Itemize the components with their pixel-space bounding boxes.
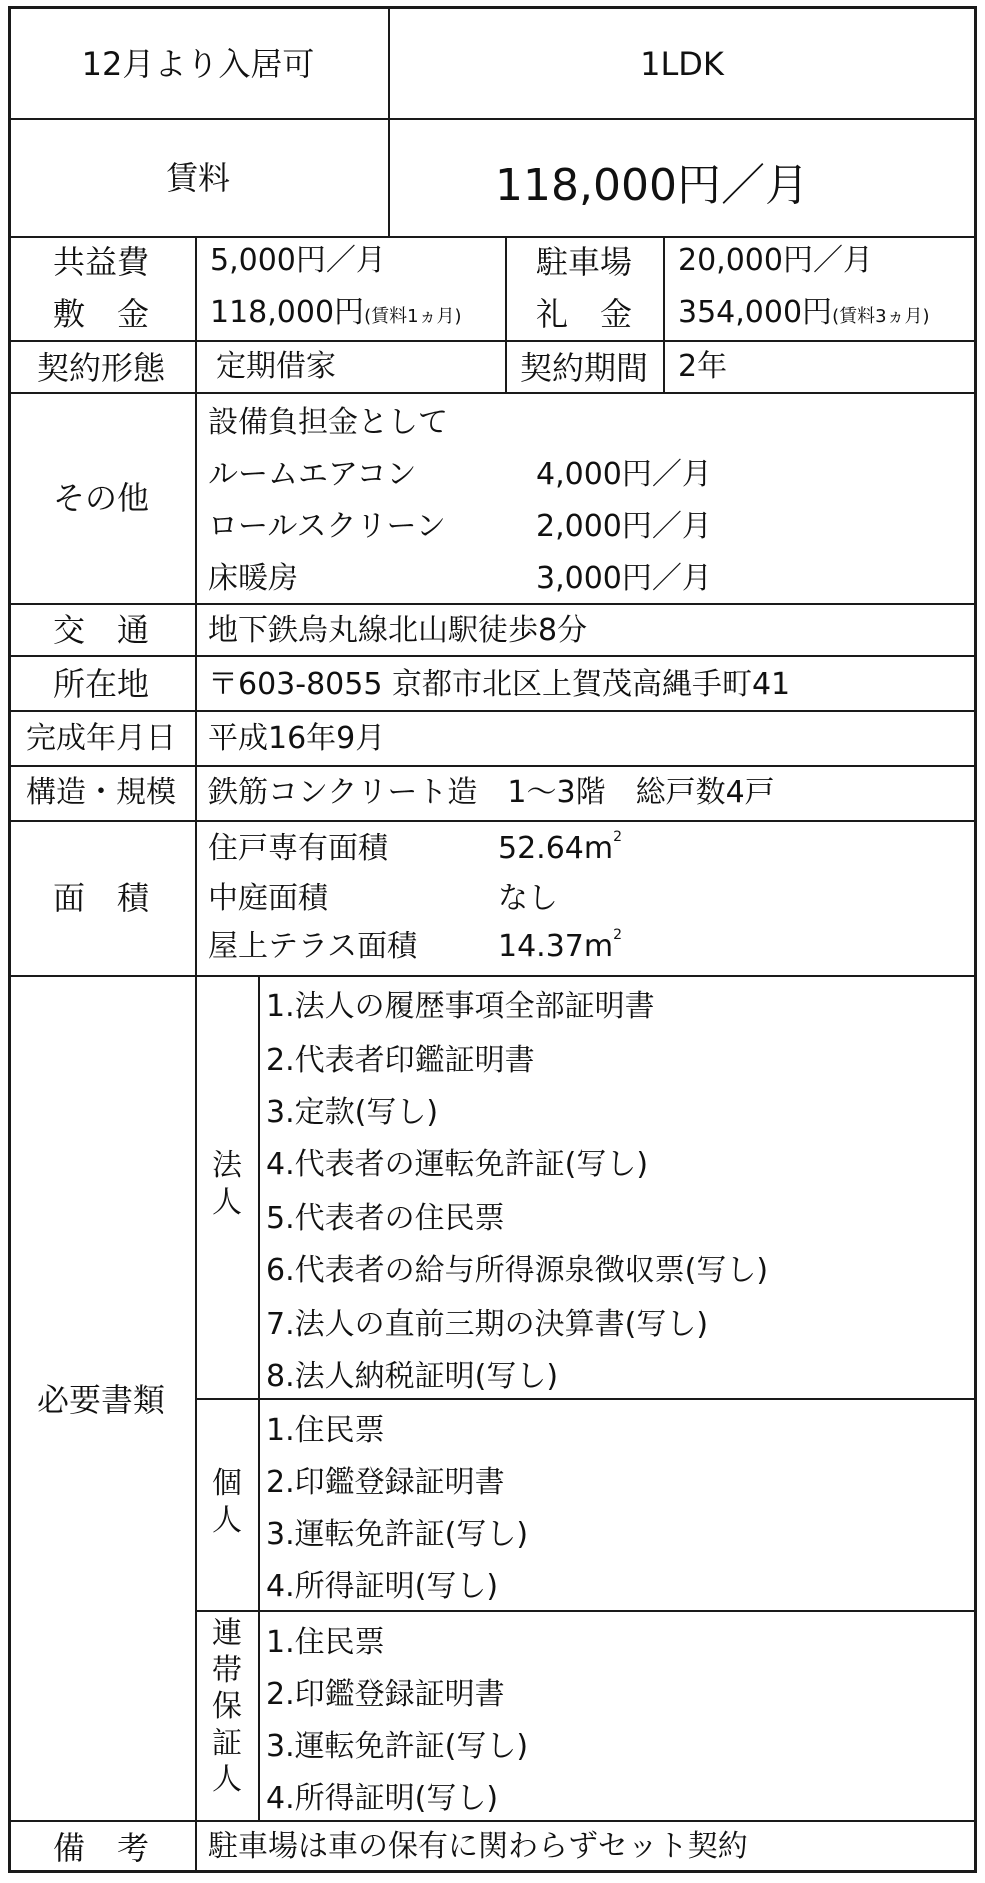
- address-label: 所在地: [52, 665, 150, 703]
- address-value: 〒603-8055 京都市北区上賀茂高縄手町41: [208, 667, 791, 702]
- key-money-value: 354,000円(賃料3ヵ月): [678, 295, 930, 330]
- row-divider: [8, 975, 976, 977]
- layout-type: 1LDK: [640, 45, 724, 83]
- area-name: 中庭面積: [208, 881, 328, 916]
- border-right: [974, 6, 977, 1873]
- equipment-name: 床暖房: [208, 561, 298, 596]
- area-value: $52.64m^2$: [498, 829, 623, 866]
- row-divider: [8, 340, 976, 342]
- contract-period-value: 2年: [678, 349, 728, 384]
- other-intro: 設備負担金として: [208, 405, 448, 440]
- transport-label: 交 通: [52, 611, 150, 649]
- document-item: 3.定款(写し): [266, 1095, 439, 1130]
- document-item: 4.代表者の運転免許証(写し): [266, 1147, 649, 1182]
- parking-value: 20,000円／月: [678, 243, 873, 278]
- document-item: 5.代表者の住民票: [266, 1201, 505, 1236]
- area-value: $14.37m^2$: [498, 927, 623, 964]
- row-divider: [8, 655, 976, 657]
- row-divider: [8, 236, 976, 238]
- availability-text: 12月より入居可: [81, 45, 315, 83]
- guarantor-label: 連 帯 保 証 人: [212, 1616, 242, 1798]
- equipment-name: ルームエアコン: [208, 457, 417, 492]
- remarks-value: 駐車場は車の保有に関わらずセット契約: [208, 1829, 748, 1864]
- col-divider: [388, 6, 390, 238]
- row-divider: [8, 710, 976, 712]
- border-bottom: [8, 1870, 977, 1873]
- rent-label: 賃料: [165, 159, 231, 197]
- doc-group-divider: [196, 1610, 976, 1612]
- col-divider: [505, 236, 507, 394]
- completed-value: 平成16年9月: [208, 721, 386, 756]
- col-divider: [663, 236, 665, 394]
- structure-label: 構造・規模: [26, 775, 176, 810]
- row-divider: [8, 1820, 976, 1822]
- equipment-name: ロールスクリーン: [208, 509, 446, 544]
- document-item: 6.代表者の給与所得源泉徴収票(写し): [266, 1253, 769, 1288]
- doc-sub-col-divider: [258, 975, 260, 1822]
- equipment-price: 2,000円／月: [536, 509, 712, 544]
- deposit-value: 118,000円(賃料1ヵ月): [210, 295, 462, 330]
- remarks-label: 備 考: [52, 1829, 150, 1867]
- row-divider: [8, 603, 976, 605]
- deposit-label: 敷 金: [52, 295, 150, 333]
- equipment-price: 4,000円／月: [536, 457, 712, 492]
- common-fee-value: 5,000円／月: [210, 243, 386, 278]
- label-col-divider: [195, 236, 197, 1872]
- equipment-price: 3,000円／月: [536, 561, 712, 596]
- contract-type-value: 定期借家: [216, 349, 336, 384]
- contract-period-label: 契約期間: [519, 349, 649, 387]
- deposit-note: (賃料1ヵ月): [364, 306, 462, 327]
- document-item: 7.法人の直前三期の決算書(写し): [266, 1307, 709, 1342]
- document-item: 3.運転免許証(写し): [266, 1517, 529, 1552]
- document-item: 4.所得証明(写し): [266, 1569, 499, 1604]
- document-item: 1.住民票: [266, 1413, 385, 1448]
- document-item: 1.住民票: [266, 1625, 385, 1660]
- structure-value: 鉄筋コンクリート造 1～3階 総戸数4戸: [208, 775, 775, 810]
- row-divider: [8, 820, 976, 822]
- transport-value: 地下鉄烏丸線北山駅徒歩8分: [208, 613, 588, 648]
- area-name: 住戸専有面積: [208, 831, 388, 866]
- row-divider: [8, 118, 976, 120]
- documents-label: 必要書類: [36, 1381, 166, 1419]
- border-top: [8, 6, 977, 9]
- rent-value: 118,000円／月: [495, 160, 809, 211]
- row-divider: [8, 765, 976, 767]
- document-item: 2.代表者印鑑証明書: [266, 1043, 535, 1078]
- border-left: [8, 6, 11, 1873]
- area-name: 屋上テラス面積: [208, 929, 418, 964]
- corporate-label: 法 人: [212, 1148, 242, 1220]
- doc-group-divider: [196, 1398, 976, 1400]
- document-item: 2.印鑑登録証明書: [266, 1465, 505, 1500]
- document-item: 1.法人の履歴事項全部証明書: [266, 989, 655, 1024]
- key-money-note: (賃料3ヵ月): [832, 306, 930, 327]
- area-label: 面 積: [52, 879, 150, 917]
- key-money-label: 礼 金: [535, 295, 633, 333]
- completed-label: 完成年月日: [26, 721, 176, 756]
- individual-label: 個 人: [212, 1466, 242, 1538]
- document-item: 2.印鑑登録証明書: [266, 1677, 505, 1712]
- common-fee-label: 共益費: [52, 243, 150, 281]
- contract-type-label: 契約形態: [36, 349, 166, 387]
- area-value: なし: [498, 881, 558, 916]
- parking-label: 駐車場: [535, 243, 633, 281]
- other-label: その他: [52, 479, 150, 517]
- document-item: 4.所得証明(写し): [266, 1781, 499, 1816]
- document-item: 3.運転免許証(写し): [266, 1729, 529, 1764]
- document-item: 8.法人納税証明(写し): [266, 1359, 559, 1394]
- row-divider: [8, 392, 976, 394]
